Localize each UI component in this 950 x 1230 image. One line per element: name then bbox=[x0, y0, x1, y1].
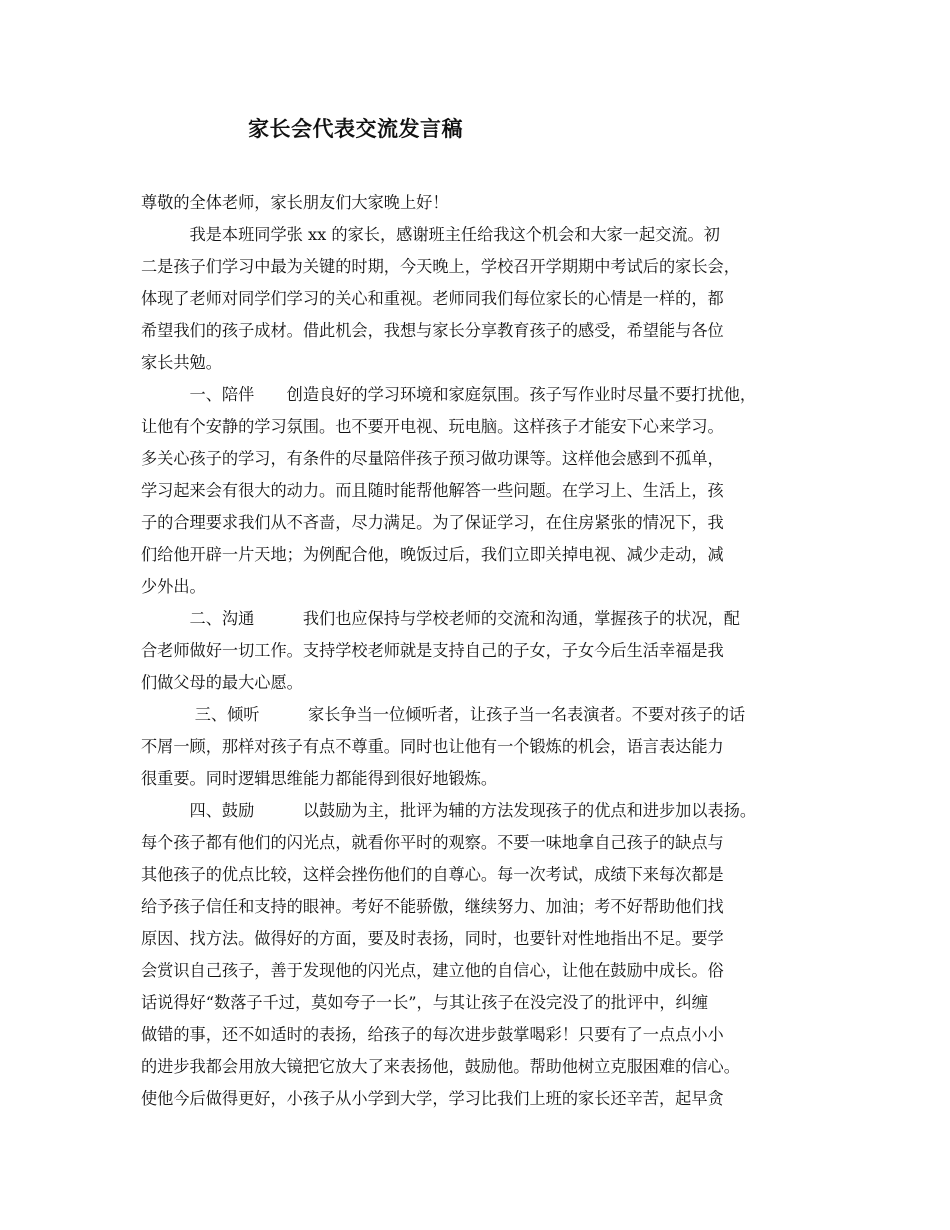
text-line: 子的合理要求我们从不吝啬，尽力满足。为了保证学习，在住房紧张的情况下，我 bbox=[141, 513, 724, 532]
text-line: 希望我们的孩子成材。借此机会，我想与家长分享教育孩子的感受，希望能与各位 bbox=[141, 321, 724, 340]
text-line: 让他有个安静的学习氛围。也不要开电视、玩电脑。这样孩子才能安下心来学习。 bbox=[141, 417, 724, 436]
text-line: 尊敬的全体老师，家长朋友们大家晚上好！ bbox=[141, 193, 449, 212]
text-line: 不屑一顾，那样对孩子有点不尊重。同时也让他有一个锻炼的机会，语言表达能力 bbox=[141, 737, 724, 756]
text-line: 们做父母的最大心愿。 bbox=[141, 673, 303, 692]
text-line: 体现了老师对同学们学习的关心和重视。老师同我们每位家长的心情是一样的，都 bbox=[141, 289, 724, 308]
text-line: 二、沟通 我们也应保持与学校老师的交流和沟通，掌握孩子的状况，配 bbox=[141, 609, 740, 628]
text-line: 们给他开辟一片天地；为例配合他，晚饭过后，我们立即关掉电视、减少走动，减 bbox=[141, 545, 724, 564]
text-line: 其他孩子的优点比较，这样会挫伤他们的自尊心。每一次考试，成绩下来每次都是 bbox=[141, 865, 724, 884]
text-line: 合老师做好一切工作。支持学校老师就是支持自己的子女，子女今后生活幸福是我 bbox=[141, 641, 724, 660]
text-line: 每个孩子都有他们的闪光点，就看你平时的观察。不要一味地拿自己孩子的缺点与 bbox=[141, 833, 724, 852]
document-body bbox=[141, 187, 821, 1115]
text-line: 做错的事，还不如适时的表扬，给孩子的每次进步鼓掌喝彩！只要有了一点点小小 bbox=[141, 1025, 724, 1044]
text-line: 我是本班同学张 xx 的家长，感谢班主任给我这个机会和大家一起交流。初 bbox=[141, 225, 720, 244]
text-line: 二是孩子们学习中最为关键的时期，今天晚上，学校召开学期期中考试后的家长会， bbox=[141, 257, 740, 276]
text-line: 会赏识自己孩子，善于发现他的闪光点，建立他的自信心，让他在鼓励中成长。俗 bbox=[141, 961, 724, 980]
text-line: 的进步我都会用放大镜把它放大了来表扬他，鼓励他。帮助他树立克服困难的信心。 bbox=[141, 1057, 740, 1076]
text-line: 三、倾听 家长争当一位倾听者，让孩子当一名表演者。不要对孩子的话 bbox=[141, 705, 746, 724]
text-line: 给予孩子信任和支持的眼神。考好不能骄傲，继续努力、加油；考不好帮助他们找 bbox=[141, 897, 724, 916]
text-line: 原因、找方法。做得好的方面，要及时表扬，同时，也要针对性地指出不足。要学 bbox=[141, 929, 724, 948]
text-line: 使他今后做得更好，小孩子从小学到大学，学习比我们上班的家长还辛苦，起早贪 bbox=[141, 1089, 724, 1108]
text-line: 话说得好“数落子千过，莫如夸子一长”，与其让孩子在没完没了的批评中，纠缠 bbox=[141, 993, 708, 1012]
text-line: 少外出。 bbox=[141, 577, 206, 596]
text-line: 一、陪伴 创造良好的学习环境和家庭氛围。孩子写作业时尽量不要打扰他， bbox=[141, 385, 757, 404]
document-title: 家长会代表交流发言稿 bbox=[248, 116, 463, 141]
text-line: 家长共勉。 bbox=[141, 353, 222, 372]
text-line: 很重要。同时逻辑思维能力都能得到很好地锻炼。 bbox=[141, 769, 498, 788]
text-line: 学习起来会有很大的动力。而且随时能帮他解答一些问题。在学习上、生活上，孩 bbox=[141, 481, 724, 500]
text-line: 四、鼓励 以鼓励为主，批评为辅的方法发现孩子的优点和进步加以表扬。 bbox=[141, 801, 757, 820]
text-line: 多关心孩子的学习，有条件的尽量陪伴孩子预习做功课等。这样他会感到不孤单， bbox=[141, 449, 724, 468]
